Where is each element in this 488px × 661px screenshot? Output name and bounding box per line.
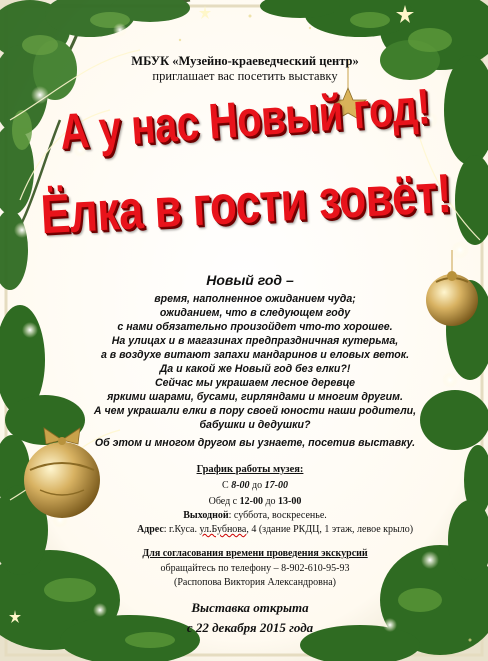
hours-from: 8-00 xyxy=(231,480,250,491)
intro-line: время, наполненное ожиданием чуда; xyxy=(154,293,356,305)
working-hours xyxy=(90,478,420,494)
excursion-title: Для согласования времени проведения экскурсий xyxy=(142,548,368,559)
lunch-from: 12-00 xyxy=(239,496,263,507)
hours-to: 17-00 xyxy=(264,480,288,491)
intro-line: а в воздухе витают запахи мандаринов и еловых веток. xyxy=(100,349,410,361)
invitation-text: приглашает вас посетить выставку xyxy=(152,69,338,83)
opening-line-1: Выставка открыта xyxy=(191,600,309,615)
intro-line: Сейчас мы украшаем лесное деревце xyxy=(155,377,355,389)
opening-line-2: с 22 декабря 2015 года xyxy=(186,620,314,635)
title-line-2: Ёлка в гости зовёт! xyxy=(39,163,453,246)
address xyxy=(110,522,440,538)
days-off-value: : суббота, воскресенье. xyxy=(228,510,327,521)
address-label: Адрес xyxy=(136,524,164,535)
lunch-prefix: Обед с xyxy=(208,496,240,507)
lunch-to-word: до xyxy=(262,496,279,507)
address-street: ул.Бубнова xyxy=(199,524,247,535)
organizer-name: МБУК «Музейно-краеведческий центр» xyxy=(131,54,359,68)
intro-line: ожиданием, что в следующем году xyxy=(159,307,351,319)
phone-line: обращайтесь по телефону – 8-902-610-95-93 xyxy=(160,563,350,574)
intro-heading: Новый год – xyxy=(206,272,294,288)
intro-line: Да и какой же Новый год без елки?! xyxy=(159,363,351,375)
hours-to-word: до xyxy=(249,480,265,491)
intro-line: яркими шарами, бусами, гирляндами и многим другим. xyxy=(107,391,403,403)
title-line-1: А у нас Новый год! xyxy=(58,79,432,161)
intro-line: А чем украшали елки в пору своей юности наши родители, xyxy=(93,405,417,417)
intro-line: На улицах и в магазинах предпраздничная кутерьма, xyxy=(111,335,399,347)
intro-line: Об этом и многом другом вы узнаете, посетив выставку. xyxy=(94,437,416,449)
schedule-title: График работы музея: xyxy=(196,464,304,475)
hours-prefix: С xyxy=(222,480,232,491)
intro-line: бабушки и дедушки? xyxy=(199,419,311,431)
contact-person: (Распопова Виктория Александровна) xyxy=(174,577,336,588)
days-off-label: Выходной xyxy=(183,510,229,521)
lunch-to: 13-00 xyxy=(278,496,302,507)
intro-line: с нами обязательно произойдет что-то хорошее. xyxy=(117,321,393,333)
address-city: : г.Куса. xyxy=(163,524,200,535)
address-rest: , 4 (здание РКДЦ, 1 этаж, левое крыло) xyxy=(246,524,414,535)
